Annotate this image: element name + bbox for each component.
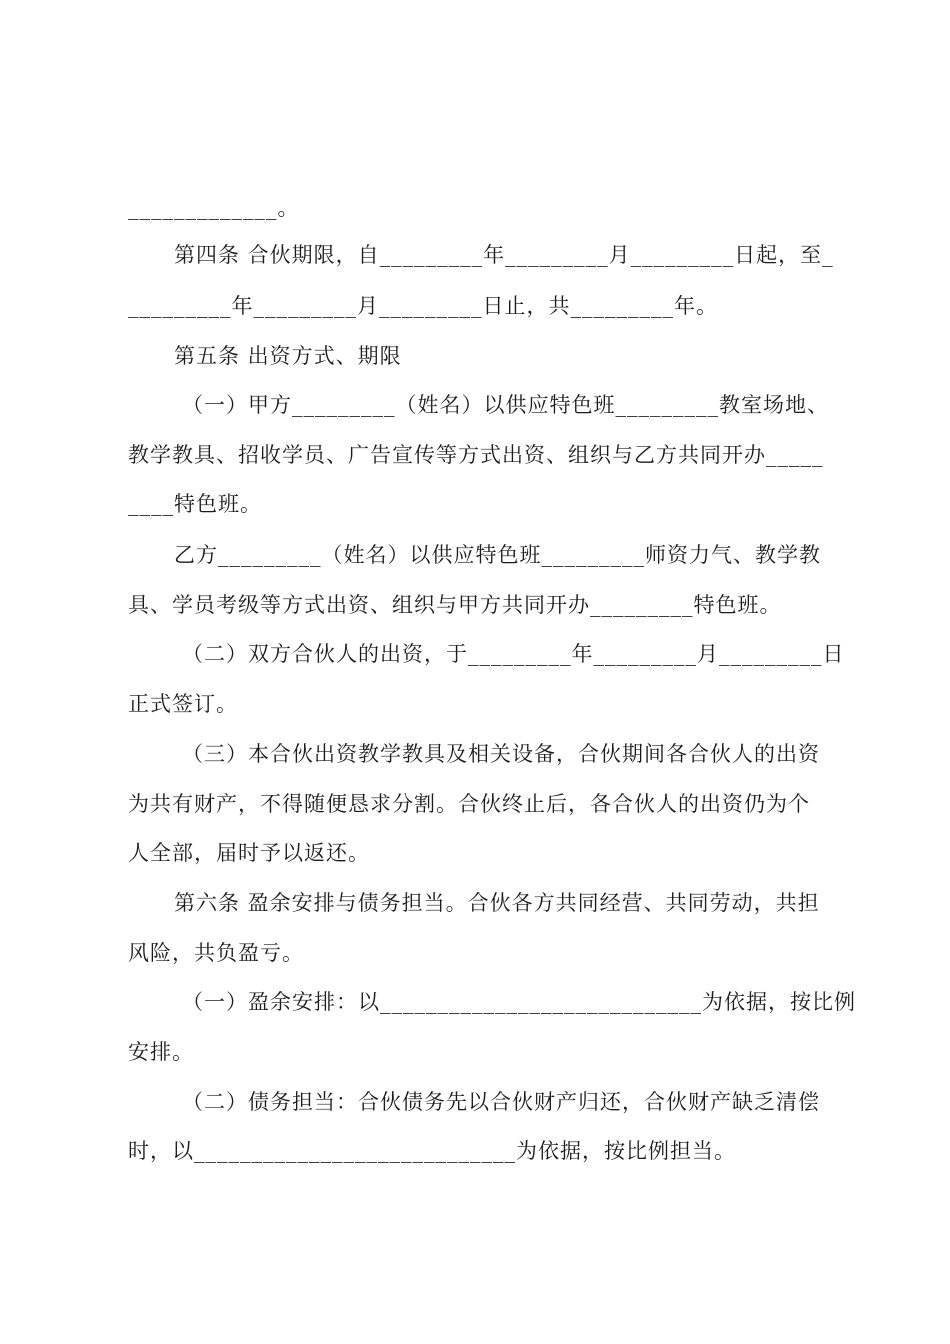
article-5-item-3-line-1: （三）本合伙出资教学教具及相关设备，合伙期间各合伙人的出资 xyxy=(182,742,820,766)
party-b-line-2: 具、学员考级等方式出资、组织与甲方共同开办_________特色班。 xyxy=(128,593,782,617)
article-4-line-2: _________年_________月_________日止，共_________年。 xyxy=(128,294,718,318)
article-5-item-1-line-1: （一）甲方_________（姓名）以供应特色班_________教室场地、 xyxy=(182,393,829,417)
party-b-line-1: 乙方_________（姓名）以供应特色班_________师资力气、教学教 xyxy=(174,543,821,567)
article-5-item-3-line-2: 为共有财产，不得随便恳求分割。合伙终止后，各合伙人的出资仍为个 xyxy=(128,792,810,816)
article-5-item-2-line-1: （二）双方合伙人的出资，于_________年_________月_________日 xyxy=(182,642,845,666)
article-6-item-1-line-1: （一）盈余安排：以____________________________为依据，按比例 xyxy=(182,990,856,1014)
article-6-item-2-line-1: （二）债务担当：合伙债务先以合伙财产归还，合伙财产缺乏清偿 xyxy=(182,1090,820,1114)
article-5-item-1-line-3: ____特色班。 xyxy=(128,492,262,516)
article-6-item-1-line-2: 安排。 xyxy=(128,1040,194,1064)
article-6-line-1: 第六条 盈余安排与债务担当。合伙各方共同经营、共同劳动，共担 xyxy=(174,891,820,915)
article-5-item-3-line-3: 人全部，届时予以返还。 xyxy=(128,841,370,865)
article-4-line-1: 第四条 合伙期限，自_________年_________月_________日起，至_ xyxy=(174,243,834,267)
article-5-heading: 第五条 出资方式、期限 xyxy=(174,344,402,368)
line-blank-end: _____________。 xyxy=(128,196,300,220)
article-6-item-2-line-2: 时，以____________________________为依据，按比例担当。 xyxy=(128,1139,736,1163)
article-5-item-1-line-2: 教学教具、招收学员、广告宣传等方式出资、组织与乙方共同开办_____ xyxy=(128,443,824,467)
article-5-item-2-line-2: 正式签订。 xyxy=(128,692,238,716)
article-6-line-2: 风险，共负盈亏。 xyxy=(128,941,304,965)
